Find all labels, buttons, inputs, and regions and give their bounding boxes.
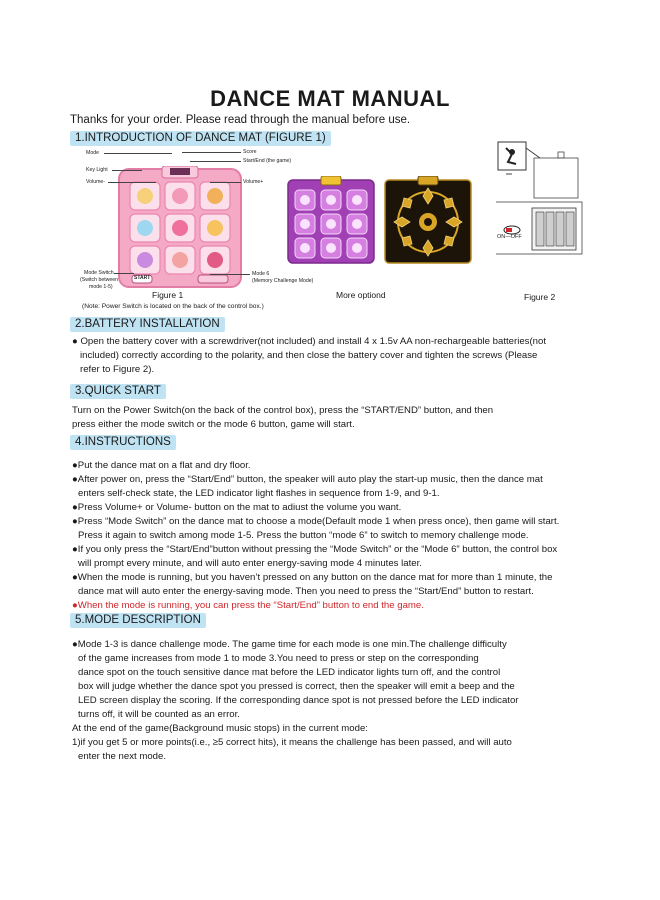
section-heading-quick-start: 3.QUICK START xyxy=(70,384,166,399)
battery-line-1: ● Open the battery cover with a screwdriver(not included) and install 4 x 1.5v AA non-rechargeable batteries(not xyxy=(72,336,547,347)
mode-line-3: dance spot on the touch sensitive dance mat before the LED indicator lights turn off, and the control xyxy=(78,667,501,678)
instruction-line-11-warning: ●When the mode is running, you can press the “Start/End” button to end the game. xyxy=(72,600,424,611)
instruction-line-10: dance mat will auto enter the energy-saving mode. Then you need to press the “Start/End” button to restart. xyxy=(78,586,534,597)
instruction-line-9: ●When the mode is running, but you haven’t pressed on any button on the dance mat for more than 1 minute, the xyxy=(72,572,553,583)
label-start-end: Start/End (the game) xyxy=(243,158,292,164)
intro-text: Thanks for your order. Please read through the manual before use. xyxy=(70,114,411,126)
mode-line-6: turns off, it will be counted as an error. xyxy=(78,709,240,720)
caption-figure-1: Figure 1 xyxy=(152,290,184,300)
quick-start-line-2: press either the mode switch or the mode 6 button, game will start. xyxy=(72,419,355,430)
caption-figure-2: Figure 2 xyxy=(524,292,556,302)
instruction-line-7: ●If you only press the “Start/End”button without pressing the “Mode Switch” or the “Mode 6” button, the control box xyxy=(72,544,558,555)
label-mode-6: Mode 6 xyxy=(252,271,270,277)
caption-more-options: More optiond xyxy=(336,290,386,300)
figure-note: (Note: Power Switch is located on the back of the control box.) xyxy=(82,303,264,310)
mode-line-5: LED screen display the scoring. If the corresponding dance spot is not pressed before the LED indicator xyxy=(78,695,519,706)
page-title: DANCE MAT MANUAL xyxy=(210,86,450,111)
leader-line-mode-6 xyxy=(210,274,250,275)
battery-line-2: included) correctly according to the polarity, and then close the battery cover and tighten the screws (Please xyxy=(80,350,538,361)
purple-dance-mat-image xyxy=(287,176,375,264)
start-button-label: START xyxy=(134,275,151,281)
mode-line-9: enter the next mode. xyxy=(78,751,166,762)
label-mode-1-5: mode 1-5) xyxy=(89,284,113,290)
label-mode-6-sub: (Memory Challenge Mode) xyxy=(252,278,314,284)
instruction-line-1: ●Put the dance mat on a flat and dry floor. xyxy=(72,460,251,471)
instruction-line-5: ●Press “Mode Switch” on the dance mat to choose a mode(Default mode 1 when press once), then game will start. xyxy=(72,516,560,527)
on-off-switch-label: ON—OFF xyxy=(497,234,522,240)
label-volume-plus: Volume+ xyxy=(243,179,264,185)
pink-dance-mat-image xyxy=(118,166,242,288)
battery-line-3: refer to Figure 2). xyxy=(80,364,155,375)
label-volume-minus: Volume- xyxy=(86,179,106,185)
instruction-line-2: ●After power on, press the “Start/End” button, the speaker will auto play the start-up music, then the dance mat xyxy=(72,474,543,485)
instruction-line-3: enters self-check state, the LED indicator light flashes in sequence from 1-9, and 9-1. xyxy=(78,488,440,499)
section-heading-battery: 2.BATTERY INSTALLATION xyxy=(70,317,225,332)
mode-line-4: box will judge whether the dance spot you pressed is correct, then the speaker will emit a beep and the xyxy=(78,681,515,692)
leader-line-volume-minus xyxy=(108,182,156,183)
leader-line-mode xyxy=(104,153,172,154)
section-heading-instructions: 4.INSTRUCTIONS xyxy=(70,435,176,450)
leader-line-score xyxy=(182,152,241,153)
leader-line-volume-plus xyxy=(210,182,241,183)
label-mode-switch-between: (Switch between xyxy=(80,277,119,283)
label-score: Score xyxy=(243,149,257,155)
instruction-line-8: will prompt every minute, and will auto enter energy-saving mode 4 minutes later. xyxy=(78,558,422,569)
leader-line-mode-switch xyxy=(114,273,134,274)
instruction-line-4: ●Press Volume+ or Volume- button on the mat to adiust the volume you want. xyxy=(72,502,402,513)
label-mode-switch: Mode Switch xyxy=(84,270,114,276)
leader-line-key-light xyxy=(112,170,142,171)
mode-line-7: At the end of the game(Background music stops) in the current mode: xyxy=(72,723,368,734)
black-gold-dance-mat-image xyxy=(384,176,472,264)
instruction-line-6: Press it again to switch among mode 1-5. Press the button “mode 6” to switch to memory challenge mode. xyxy=(78,530,529,541)
mode-line-1: ●Mode 1-3 is dance challenge mode. The game time for each mode is one min.The challenge difficulty xyxy=(72,639,507,650)
leader-line-start-end xyxy=(190,161,241,162)
battery-diagram-image xyxy=(496,140,586,258)
label-mode: Mode xyxy=(86,150,99,156)
quick-start-line-1: Turn on the Power Switch(on the back of the control box), press the “START/END” button, and then xyxy=(72,405,494,416)
label-key-light: Key Light xyxy=(86,167,108,173)
mode-line-8: 1)if you get 5 or more points(i.e., ≥5 correct hits), it means the challenge has been passed, and will auto xyxy=(72,737,512,748)
mode-line-2: of the game increases from mode 1 to mode 3.You need to press or step on the corresponding xyxy=(78,653,479,664)
section-heading-mode-description: 5.MODE DESCRIPTION xyxy=(70,613,206,628)
section-heading-introduction: 1.INTRODUCTION OF DANCE MAT (FIGURE 1) xyxy=(70,131,331,146)
